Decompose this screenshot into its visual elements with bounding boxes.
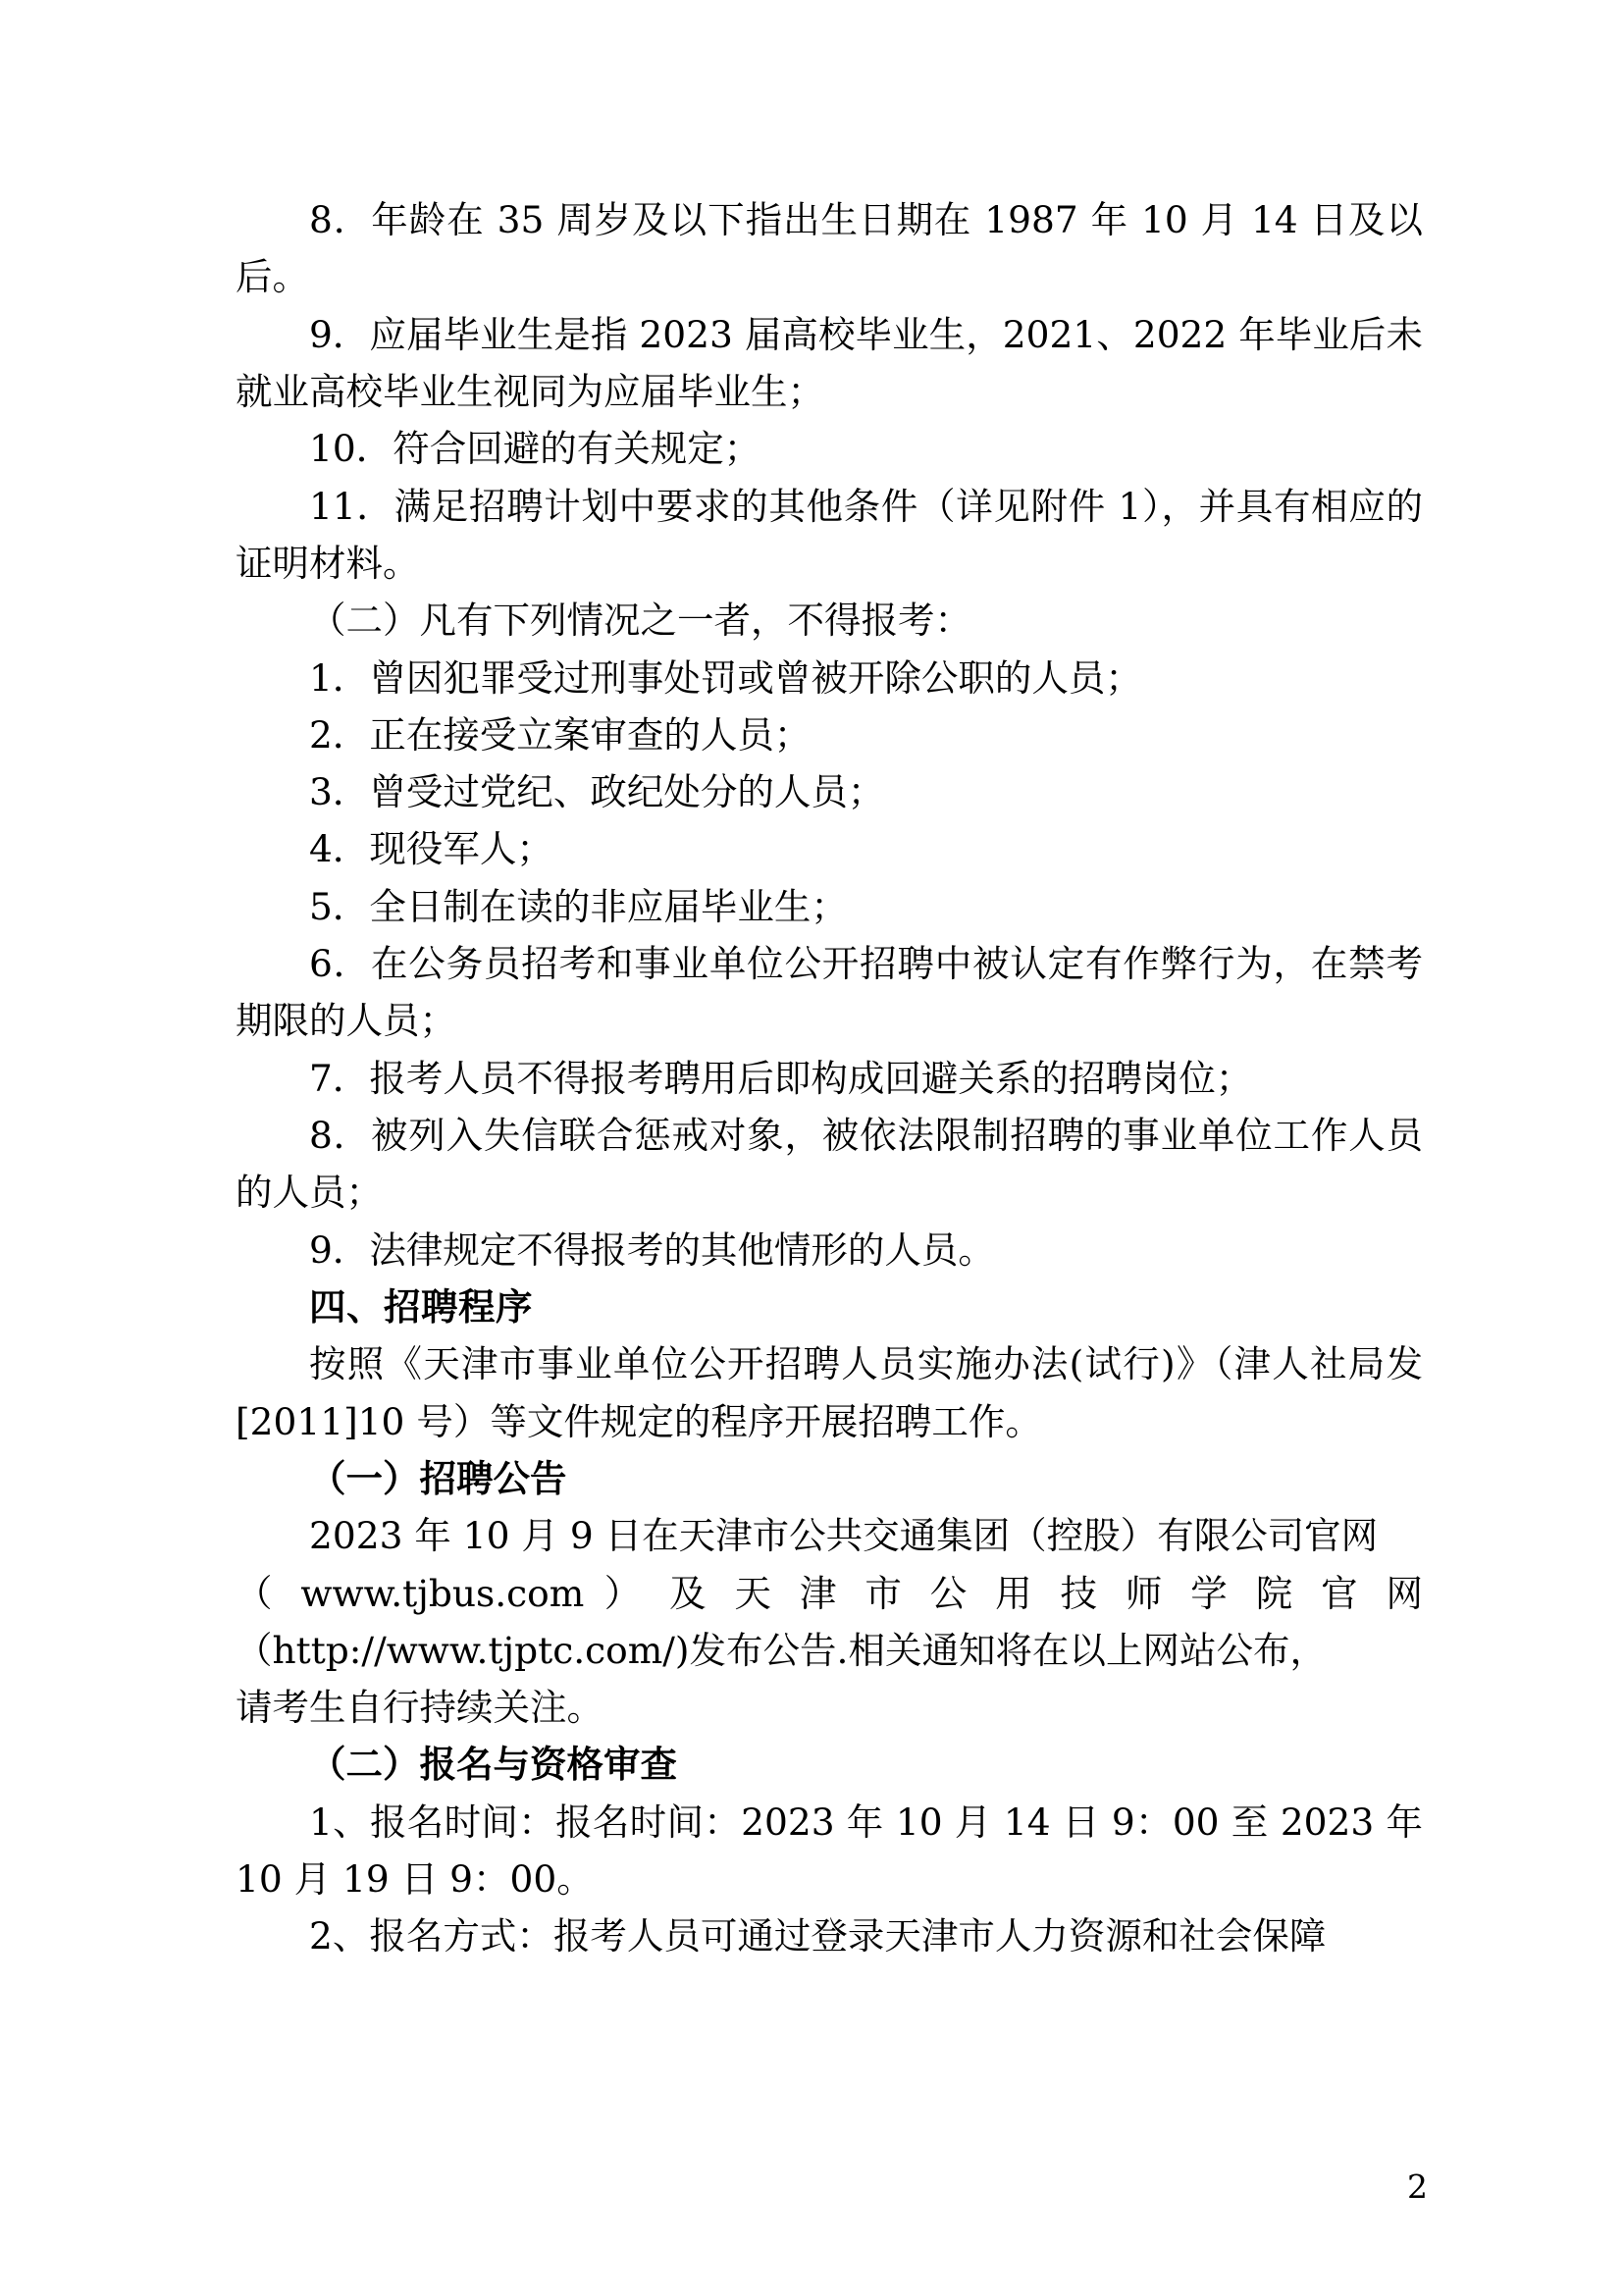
item-10-avoidance: 10．符合回避的有关规定； — [309, 427, 761, 471]
heading-four-recruitment-process: 四、招聘程序 — [309, 1284, 533, 1329]
item-8-age: 8．年龄在 35 周岁及以下指出生日期在 1987 年 10 月 14 日及以后。 — [236, 198, 1423, 299]
announcement-paragraph-line4: 请考生自行持续关注。 — [236, 1686, 603, 1730]
item-9-fresh-graduate: 9．应届毕业生是指 2023 届高校毕业生，2021、2022 年毕业后未就业高校毕业生视同为应届毕业生； — [236, 312, 1423, 413]
section-2-disqualifications: （二）凡有下列情况之一者，不得报考： — [309, 599, 971, 643]
disqualification-6: 6．在公务员招考和事业单位公开招聘中被认定有作弊行为，在禁考期限的人员； — [236, 942, 1423, 1043]
item-11-other-conditions: 11．满足招聘计划中要求的其他条件（详见附件 1），并具有相应的证明材料。 — [236, 484, 1423, 585]
disqualification-8: 8．被列入失信联合惩戒对象，被依法限制招聘的事业单位工作人员的人员； — [236, 1114, 1423, 1215]
disqualification-7: 7．报考人员不得报考聘用后即构成回避关系的招聘岗位； — [309, 1056, 1253, 1100]
document-body — [236, 191, 1423, 1965]
announcement-paragraph-line2: （ www.tjbus.com ） 及 天 津 市 公 用 技 师 学 院 官 网 — [236, 1571, 1423, 1615]
announcement-paragraph-line3: （http://www.tjptc.com/)发布公告.相关通知将在以上网站公布， — [236, 1628, 1327, 1672]
disqualification-5: 5．全日制在读的非应届毕业生； — [309, 884, 848, 928]
disqualification-9: 9．法律规定不得报考的其他情形的人员。 — [309, 1227, 995, 1272]
announcement-paragraph-line1: 2023 年 10 月 9 日在天津市公共交通集团（控股）有限公司官网 — [309, 1514, 1379, 1558]
disqualification-3: 3．曾受过党纪、政纪处分的人员； — [309, 770, 885, 814]
recruitment-basis-paragraph: 按照《天津市事业单位公开招聘人员实施办法(试行)》（津人社局发[2011]10 号）等文件规定的程序开展招聘工作。 — [236, 1342, 1423, 1443]
subheading-1-announcement: （一）招聘公告 — [309, 1456, 567, 1500]
registration-method-paragraph: 2、报名方式：报考人员可通过登录天津市人力资源和社会保障 — [309, 1914, 1327, 1958]
disqualification-2: 2．正在接受立案审查的人员； — [309, 712, 812, 757]
disqualification-4: 4．现役军人； — [309, 827, 553, 871]
disqualification-1: 1．曾因犯罪受过刑事处罚或曾被开除公职的人员； — [309, 655, 1142, 700]
page-number: 2 — [1407, 2167, 1428, 2206]
subheading-2-registration-review: （二）报名与资格审查 — [309, 1743, 677, 1787]
registration-time-paragraph: 1、报名时间：报名时间：2023 年 10 月 14 日 9：00 至 2023 年 10 月 19 日 9：00。 — [236, 1800, 1423, 1902]
